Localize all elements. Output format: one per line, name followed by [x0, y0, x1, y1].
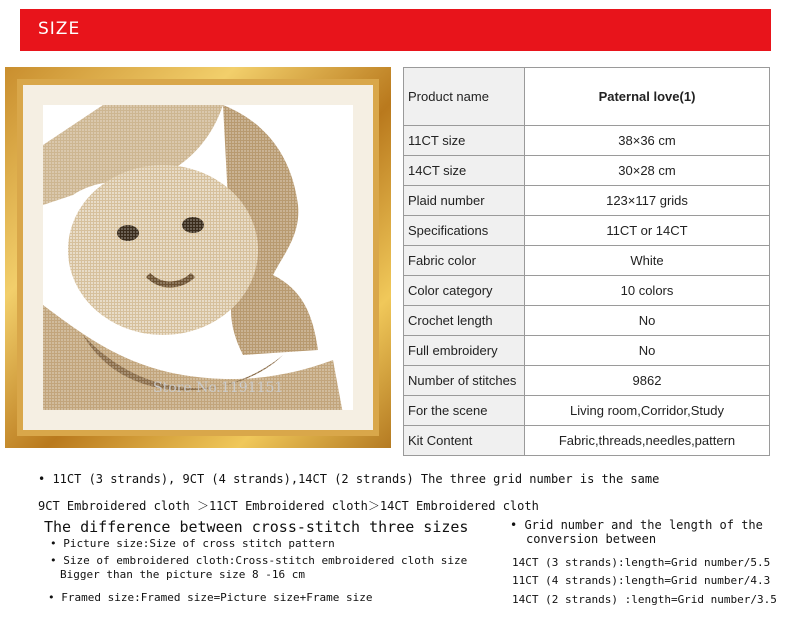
frame-inner [17, 79, 379, 436]
spec-value: No [525, 336, 770, 366]
spec-key: Color category [404, 276, 525, 306]
table-row [404, 396, 770, 426]
picture-size-note: • Picture size:Size of cross stitch pattern [50, 537, 335, 550]
spec-value: 10 colors [525, 276, 770, 306]
spec-value: 11CT or 14CT [525, 216, 770, 246]
spec-key: Number of stitches [404, 366, 525, 396]
spec-value: 30×28 cm [525, 156, 770, 186]
spec-key: Crochet length [404, 306, 525, 336]
spec-value: No [525, 306, 770, 336]
spec-key: 11CT size [404, 126, 525, 156]
spec-key: Specifications [404, 216, 525, 246]
spec-key: Full embroidery [404, 336, 525, 366]
spec-key: Fabric color [404, 246, 525, 276]
cloth-size-note: • Size of embroidered cloth:Cross-stitch embroidered cloth size [50, 554, 468, 567]
spec-value: 123×117 grids [525, 186, 770, 216]
table-row [404, 68, 770, 126]
spec-value: White [525, 246, 770, 276]
spec-value: 38×36 cm [525, 126, 770, 156]
framed-product-image [5, 67, 391, 448]
spec-value: Paternal love(1) [525, 68, 770, 126]
grid-conversion-title-cont: conversion between [526, 532, 657, 546]
table-row [404, 306, 770, 336]
cross-stitch-picture [43, 105, 353, 410]
table-row [404, 336, 770, 366]
spec-value: Fabric,threads,needles,pattern [525, 426, 770, 456]
table-row [404, 276, 770, 306]
table-row [404, 186, 770, 216]
product-spec-table [403, 67, 770, 456]
strands-note: • 11CT (3 strands), 9CT (4 strands),14CT (2 strands) The three grid number is the same [38, 472, 660, 486]
table-row [404, 246, 770, 276]
spec-value: Living room,Corridor,Study [525, 396, 770, 426]
conversion-14ct-2: 14CT (2 strands) :length=Grid number/3.5 [512, 593, 777, 606]
spec-value: 9862 [525, 366, 770, 396]
spec-key: Kit Content [404, 426, 525, 456]
father-baby-illustration [43, 105, 353, 410]
spec-key: Product name [404, 68, 525, 126]
spec-key: 14CT size [404, 156, 525, 186]
banner-title: SIZE [38, 19, 81, 39]
cloth-size-note-cont: Bigger than the picture size 8 -16 cm [60, 568, 306, 581]
difference-title: The difference between cross-stitch three sizes [44, 518, 469, 536]
store-watermark: Store No.1191151 [153, 380, 284, 396]
table-row [404, 216, 770, 246]
table-row [404, 126, 770, 156]
grid-conversion-title: • Grid number and the length of the [510, 518, 763, 532]
table-row [404, 426, 770, 456]
size-banner [20, 9, 771, 51]
table-row [404, 156, 770, 186]
framed-size-note: • Framed size:Framed size=Picture size+Frame size [48, 591, 373, 604]
conversion-14ct-3: 14CT (3 strands):length=Grid number/5.5 [512, 556, 771, 569]
conversion-11ct-4: 11CT (4 strands):length=Grid number/4.3 [512, 574, 771, 587]
spec-key: For the scene [404, 396, 525, 426]
frame-mat [23, 85, 373, 430]
spec-key: Plaid number [404, 186, 525, 216]
table-row [404, 366, 770, 396]
cloth-comparison: 9CT Embroidered cloth ＞11CT Embroidered cloth＞14CT Embroidered cloth [38, 499, 539, 513]
